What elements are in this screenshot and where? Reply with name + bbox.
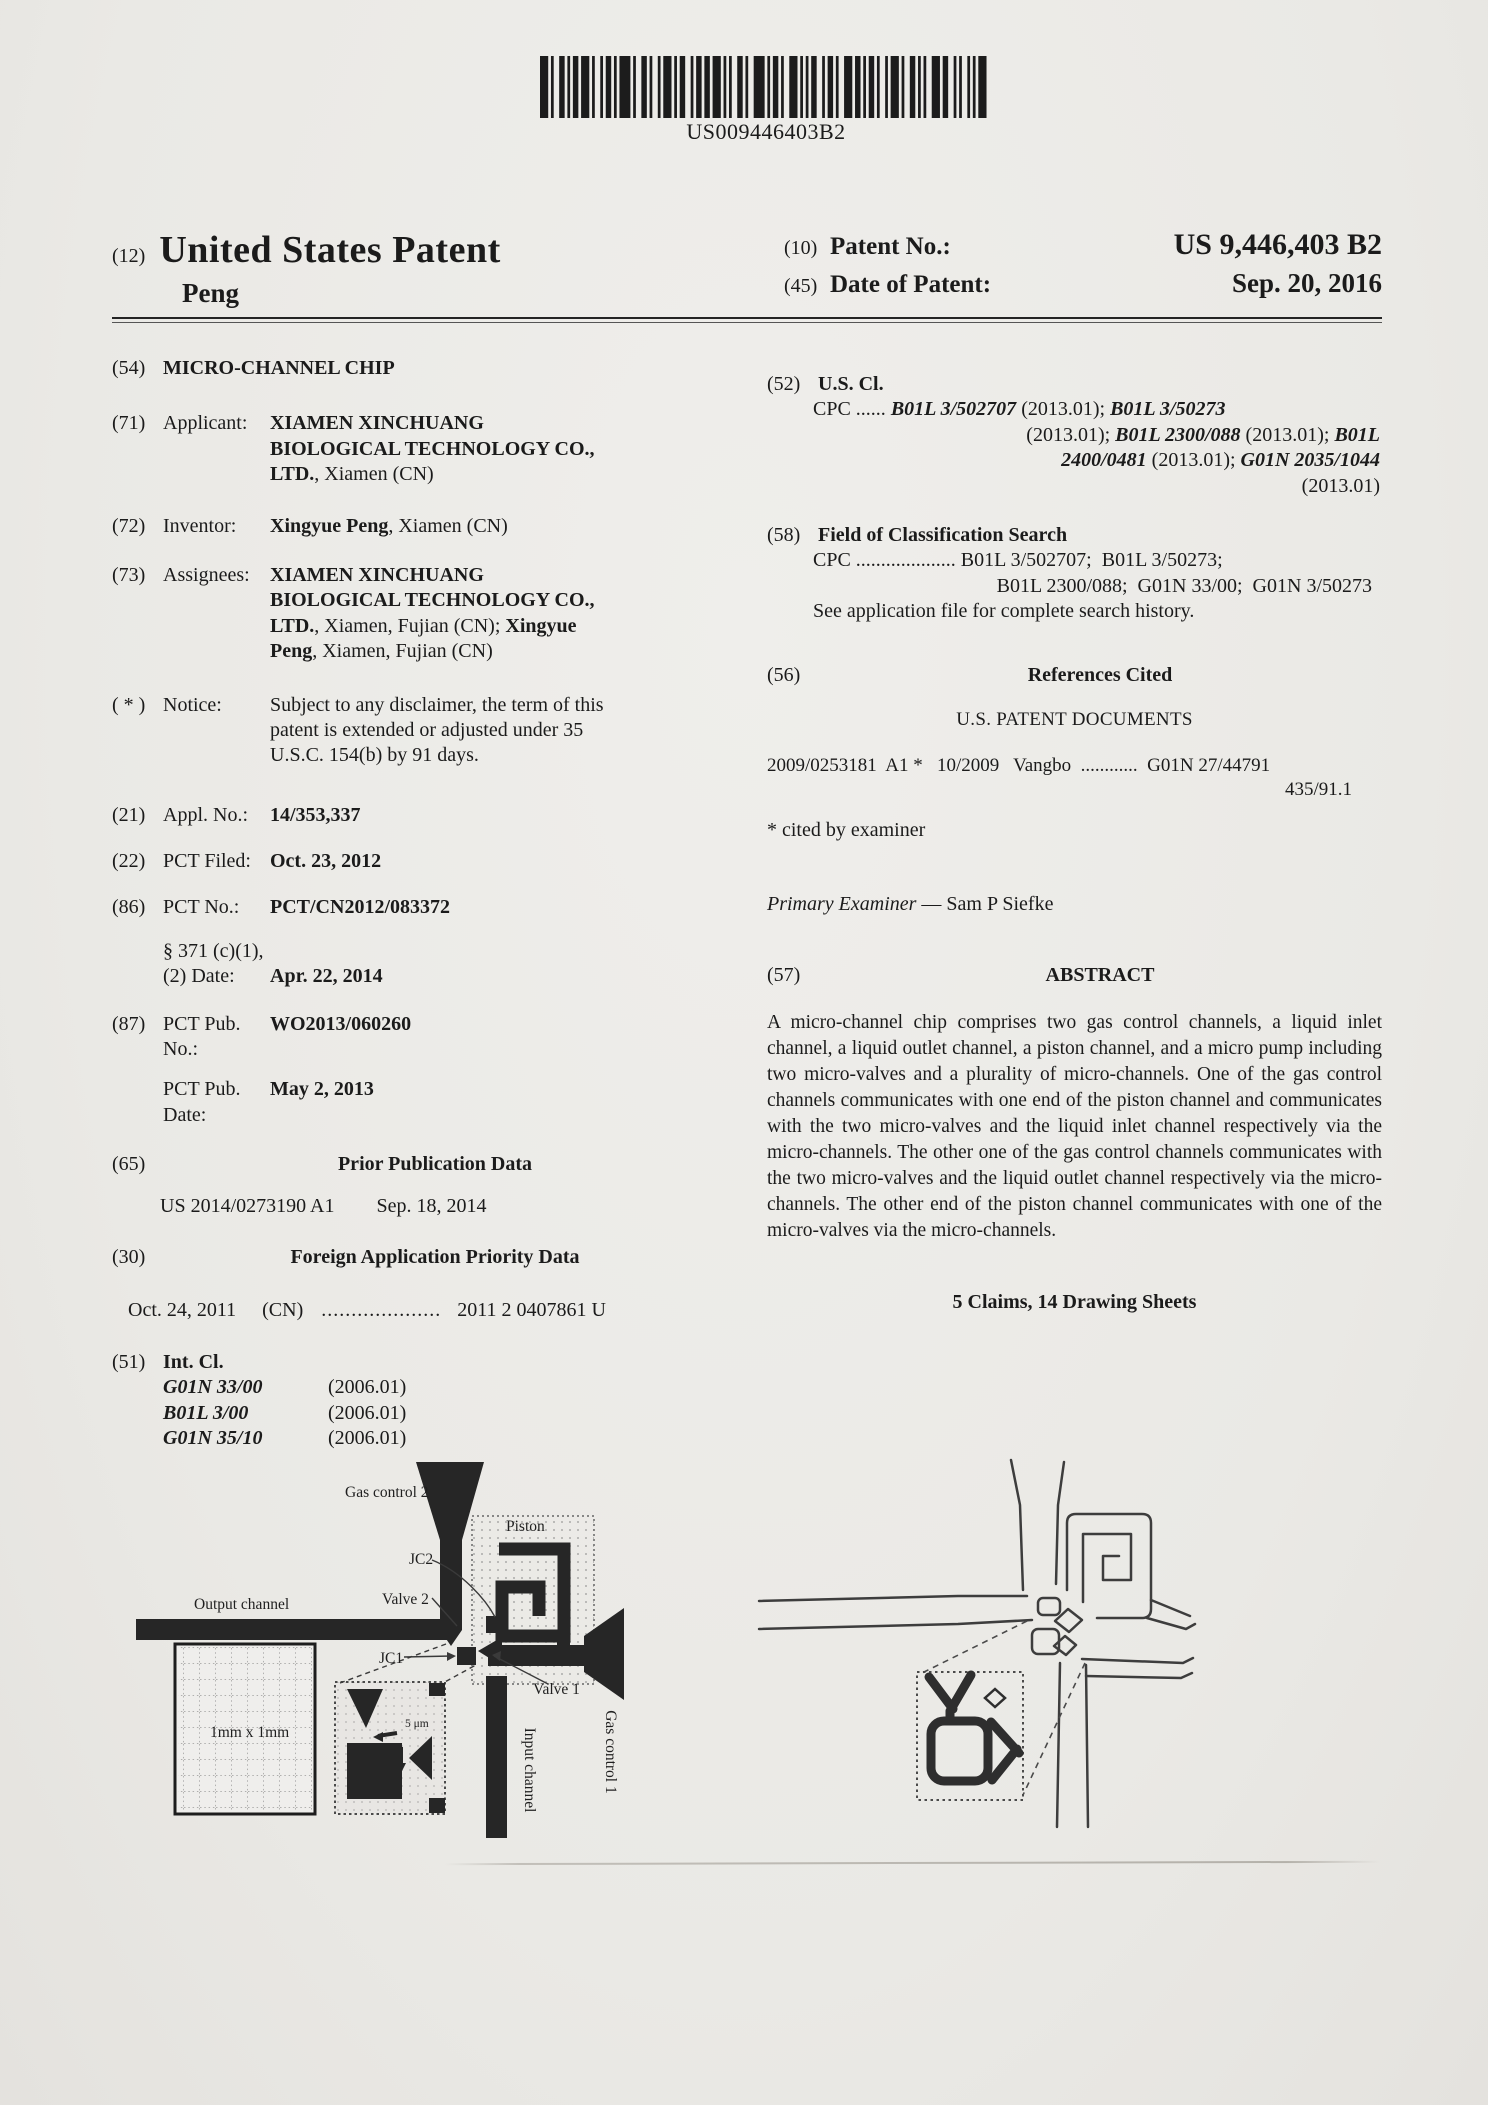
section-notice bbox=[112, 693, 707, 769]
us-cl-heading: U.S. Cl. bbox=[818, 373, 884, 395]
primary-examiner-line: Primary Examiner — Sam P Siefke bbox=[767, 892, 1054, 915]
label-gas-control-1: Gas control 1 bbox=[602, 1710, 619, 1794]
inid-22: (22) bbox=[112, 850, 146, 873]
right-column bbox=[767, 372, 1382, 1451]
label-inset-scale: 5 μm bbox=[405, 1718, 429, 1730]
output-channel-bar bbox=[136, 1619, 454, 1640]
reference-entry-class2: 435/91.1 bbox=[1284, 779, 1352, 801]
label-valve-1: Valve 1 bbox=[533, 1681, 580, 1698]
foreign-priority-heading: Foreign Application Priority Data bbox=[290, 1245, 580, 1268]
inid-86: (86) bbox=[112, 896, 146, 919]
priority-date: Oct. 24, 2011 bbox=[128, 1299, 237, 1322]
inid-73: (73) bbox=[112, 563, 146, 586]
pct-371-date-label: (2) Date: bbox=[163, 965, 235, 988]
abstract-text: A micro-channel chip comprises two gas control channels, a liquid inlet channel, a liquid outlet channel, a piston channel, and a micro pump including two micro-valves and a plurality of micro-channels. One of the gas control channels communicates with one end of the piston channel and communicates with the two micro-valves and the liquid inlet channel respectively via the micro-channels. The other one of the gas control channels communicates with the two micro-valves and the liquid outlet channel respectively via the micro-channels. The other end of the piston channel communicates with one of the micro-valves via the micro-channels. bbox=[767, 1012, 1382, 1241]
label-output-channel: Output channel bbox=[194, 1596, 290, 1613]
pct-pub-date-label: PCT Pub. Date: bbox=[163, 1078, 241, 1126]
inventor-label: Inventor: bbox=[163, 514, 237, 537]
label-input-channel: Input channel bbox=[521, 1727, 538, 1813]
cpc-line: CPC ...... B01L 3/502707 (2013.01); B01L 3/50273 bbox=[813, 398, 1226, 421]
pct-no-value: PCT/CN2012/083372 bbox=[270, 896, 450, 919]
patent-no-label: Patent No.: bbox=[830, 233, 951, 260]
inventor-value: Xingyue Peng, Xiamen (CN) bbox=[270, 514, 508, 537]
field-search-note: See application file for complete search history. bbox=[813, 600, 1195, 623]
label-valve-2: Valve 2 bbox=[382, 1591, 429, 1608]
notice-text: Subject to any disclaimer, the term of this patent is extended or adjusted under 35 U.S.C. 154(b) by 91 days. bbox=[270, 693, 604, 767]
inid-51: (51) bbox=[112, 1350, 146, 1373]
pct-371-date-value: Apr. 22, 2014 bbox=[270, 965, 383, 988]
claims-sheets-line: 5 Claims, 14 Drawing Sheets bbox=[952, 1290, 1197, 1313]
section-21-appl-no bbox=[112, 803, 707, 828]
section-87-pct-pub bbox=[112, 1012, 707, 1129]
header-right bbox=[784, 228, 1382, 309]
valve-inset-detail bbox=[335, 1682, 445, 1814]
priority-dots: .................... bbox=[321, 1299, 442, 1322]
appl-no-value: 14/353,337 bbox=[270, 803, 361, 826]
label-jc2: JC2 bbox=[409, 1551, 434, 1568]
barcode-icon bbox=[540, 56, 992, 118]
cpc-line: (2013.01) bbox=[1301, 474, 1380, 497]
pct-filed-value: Oct. 23, 2012 bbox=[270, 850, 382, 873]
field-search-heading: Field of Classification Search bbox=[818, 523, 1068, 546]
references-heading: References Cited bbox=[1027, 663, 1173, 686]
body-columns bbox=[112, 348, 1382, 1451]
header-left bbox=[112, 228, 501, 309]
assignees-value: XIAMEN XINCHUANG BIOLOGICAL TECHNOLOGY CO., LTD., Xiamen, Fujian (CN); Xingyue Peng, Xiamen, Fujian (CN) bbox=[270, 563, 595, 663]
appl-no-label: Appl. No.: bbox=[163, 803, 248, 826]
inid-30: (30) bbox=[112, 1245, 146, 1268]
patent-no-inid: (10) bbox=[784, 237, 818, 259]
inid-71: (71) bbox=[112, 412, 146, 435]
pct-no-label: PCT No.: bbox=[163, 896, 240, 919]
priority-country: (CN) bbox=[262, 1299, 304, 1322]
prior-pub-heading: Prior Publication Data bbox=[337, 1153, 533, 1176]
figure-chip-outline bbox=[745, 1430, 1385, 1880]
abstract-heading: ABSTRACT bbox=[1045, 964, 1155, 987]
cpc-line: 2400/0481 (2013.01); G01N 2035/1044 bbox=[1061, 449, 1380, 472]
pct-pub-date-value: May 2, 2013 bbox=[270, 1078, 374, 1101]
inid-57: (57) bbox=[767, 964, 801, 987]
priority-number: 2011 2 0407861 U bbox=[457, 1299, 606, 1322]
field-search-line: CPC .................... B01L 3/502707; B01L 3/50273; bbox=[813, 549, 1223, 572]
barcode-text: US009446403B2 bbox=[686, 119, 846, 144]
chip-outline-paths bbox=[759, 1460, 1195, 1827]
section-56-references bbox=[767, 663, 1382, 844]
inventor-surname: Peng bbox=[182, 278, 239, 308]
int-cl-row: G01N 35/10 (2006.01) bbox=[163, 1426, 407, 1449]
header bbox=[112, 228, 1382, 309]
pct-371-label: § 371 (c)(1), bbox=[163, 939, 264, 962]
notice-asterisk: ( * ) bbox=[112, 693, 146, 716]
section-72-inventor bbox=[112, 514, 707, 539]
foreign-priority-entry bbox=[112, 1298, 707, 1323]
int-cl-row: G01N 33/00 (2006.01) bbox=[163, 1376, 407, 1399]
section-51-int-cl bbox=[112, 1350, 707, 1452]
section-86-pct-no bbox=[112, 895, 707, 989]
patent-no-value: US 9,446,403 B2 bbox=[1173, 228, 1382, 261]
pct-pub-no-value: WO2013/060260 bbox=[270, 1012, 412, 1035]
section-57-abstract bbox=[767, 963, 1382, 1244]
input-channel-bar bbox=[486, 1676, 507, 1838]
inid-52: (52) bbox=[767, 373, 801, 395]
int-cl-row: B01L 3/00 (2006.01) bbox=[163, 1401, 407, 1424]
applicant-value: XIAMEN XINCHUANG BIOLOGICAL TECHNOLOGY CO., LTD., Xiamen (CN) bbox=[270, 412, 595, 486]
page-title: United States Patent bbox=[159, 229, 501, 271]
pct-pub-no-label: PCT Pub. No.: bbox=[163, 1012, 241, 1061]
prior-pub-number: US 2014/0273190 A1 bbox=[160, 1194, 335, 1217]
cpc-line: (2013.01); B01L 2300/088 (2013.01); B01L bbox=[1026, 423, 1380, 446]
pct-filed-label: PCT Filed: bbox=[163, 850, 251, 873]
prior-pub-date: Sep. 18, 2014 bbox=[376, 1194, 487, 1217]
inid-58: (58) bbox=[767, 523, 801, 546]
field-search-line: B01L 2300/088; G01N 33/00; G01N 3/50273 bbox=[996, 574, 1372, 597]
section-30-foreign-priority bbox=[112, 1245, 707, 1324]
date-inid: (45) bbox=[784, 275, 818, 297]
assignees-label: Assignees: bbox=[163, 563, 250, 586]
inid-56: (56) bbox=[767, 663, 801, 686]
reference-entry: 2009/0253181 A1 * 10/2009 Vangbo ............ G01N 27/44791 bbox=[767, 755, 1271, 777]
notice-label: Notice: bbox=[163, 693, 222, 716]
date-value: Sep. 20, 2016 bbox=[1231, 268, 1382, 298]
section-58-field-search bbox=[767, 523, 1382, 625]
inid-65: (65) bbox=[112, 1153, 146, 1176]
section-54-title bbox=[112, 356, 707, 381]
inid-54: (54) bbox=[112, 357, 146, 379]
header-divider bbox=[112, 317, 1382, 323]
label-gas-control-2: Gas control 2 bbox=[345, 1484, 429, 1501]
us-patent-documents-heading: U.S. PATENT DOCUMENTS bbox=[956, 708, 1193, 730]
section-65-prior-pub bbox=[112, 1152, 707, 1219]
label-scale-1mm: 1mm x 1mm bbox=[210, 1724, 290, 1741]
inid-87: (87) bbox=[112, 1012, 146, 1035]
invention-title: MICRO-CHANNEL CHIP bbox=[163, 357, 395, 379]
date-label: Date of Patent: bbox=[830, 271, 992, 298]
applicant-label: Applicant: bbox=[163, 412, 248, 435]
section-22-pct-filed bbox=[112, 849, 707, 874]
section-71-applicant bbox=[112, 411, 707, 487]
left-column bbox=[112, 348, 707, 1451]
inid-21: (21) bbox=[112, 803, 146, 826]
figure-chip-diagram bbox=[120, 1440, 740, 1870]
label-piston: Piston bbox=[506, 1518, 545, 1535]
cited-by-examiner-note: * cited by examiner bbox=[767, 819, 926, 842]
int-cl-heading: Int. Cl. bbox=[163, 1350, 224, 1373]
inid-72: (72) bbox=[112, 514, 146, 537]
doc-kind-code: (12) bbox=[112, 245, 146, 267]
section-52-us-cl bbox=[767, 372, 1382, 499]
section-73-assignees bbox=[112, 563, 707, 665]
valve-inset-outline bbox=[917, 1672, 1023, 1800]
label-jc1: JC1 bbox=[379, 1650, 404, 1667]
barcode-block bbox=[540, 56, 992, 145]
